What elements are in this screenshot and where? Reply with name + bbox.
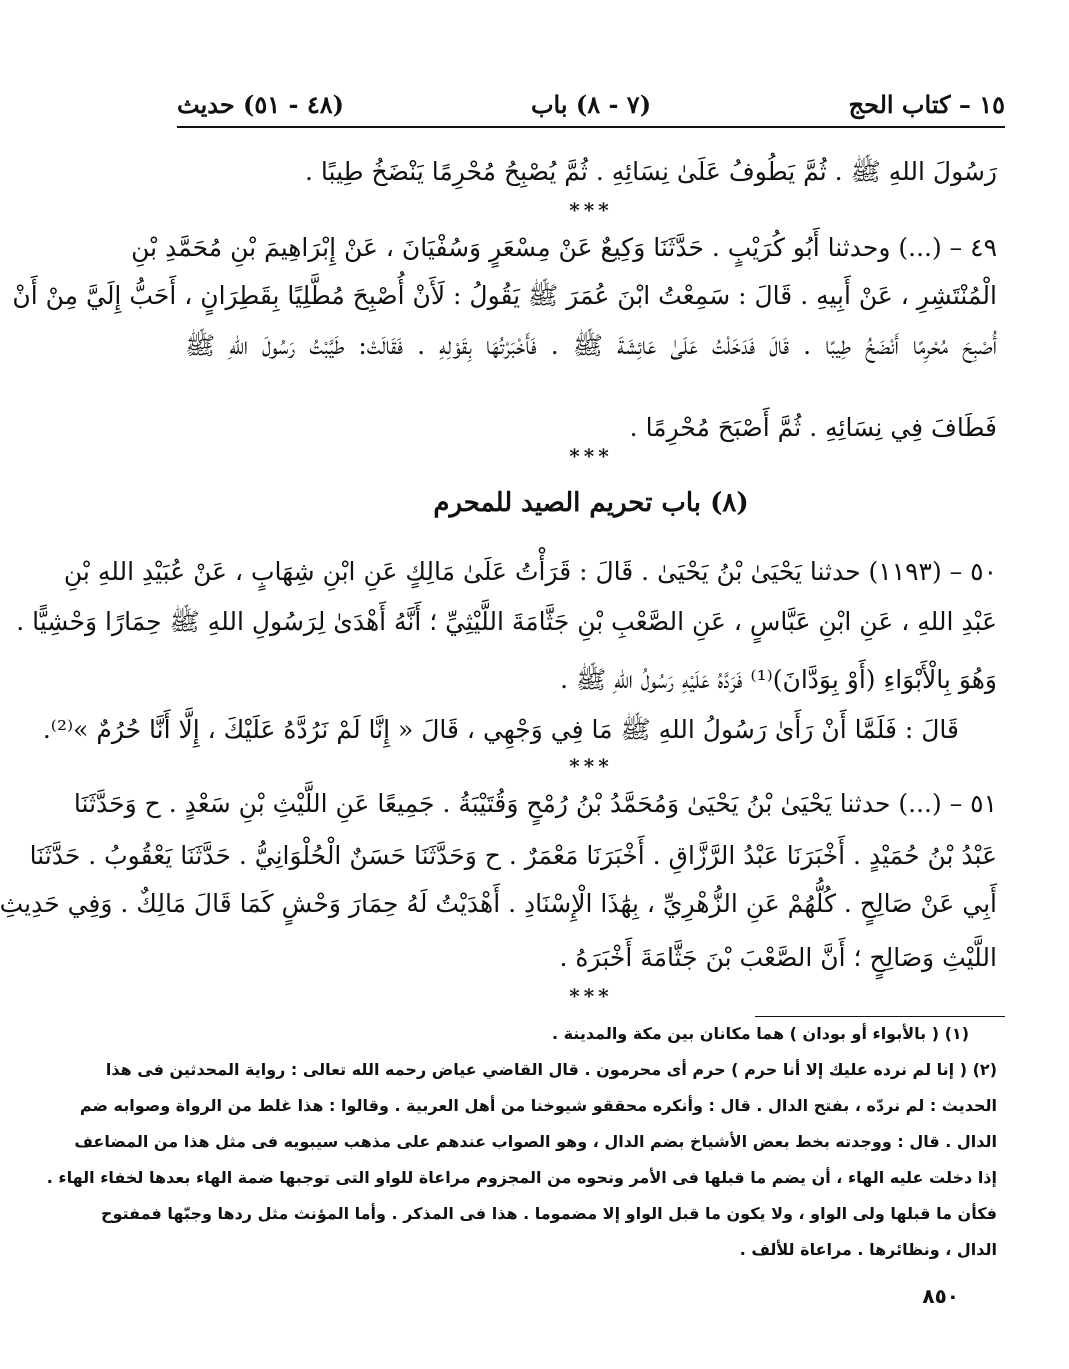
hadith-49-line: ٤٩ – (...) وحدثنا أَبُو كُرَيْبٍ . حَدَّثَنَا وَكِيعٌ عَنْ مِسْعَرٍ وَسُفْيَانَ ، عَنْ إِبْرَاهِيمَ بْنِ مُحَمَّدِ بْنِ	[131, 233, 997, 262]
hadith-50-line: ٥٠ – (١١٩٣) حدثنا يَحْيَىٰ بْنُ يَحْيَىٰ . قَالَ : قَرَأْتُ عَلَىٰ مَالِكٍ عَنِ ابْنِ شِهَابٍ ، عَنْ عُبَيْدِ اللهِ بْنِ	[63, 557, 997, 586]
section-ornament: ***	[569, 444, 613, 468]
hadith-48-tail: رَسُولَ اللهِ ﷺ . ثُمَّ يَطُوفُ عَلَىٰ نِسَائِهِ . ثُمَّ يُصْبِحُ مُحْرِمًا يَنْضَخُ طِيبًا .	[305, 157, 997, 186]
hadith-51-line: أَبِي عَنْ صَالِحٍ . كُلُّهُمْ عَنِ الزُّهْرِيِّ ، بِهَٰذَا الْإِسْنَادِ . أَهْدَيْتُ لَهُ حِمَارَ وَحْشٍ كَمَا قَالَ مَالِكٌ . وَفِي حَدِيثِ	[0, 889, 997, 918]
footnote-2-line: الحديث : لم نردّه ، بفتح الدال . قال : وأنكره محققو شيوخنا من أهل العربية . وقالوا : هذا غلط من الرواة وصوابه ضم	[79, 1096, 997, 1115]
footnote-2-line: فكأن ما قبلها ولى الواو ، ولا يكون ما قبل الواو إلا مضموما . هذا فى المذكر . وأما المؤنث مثل ردها وجبّها فمفتوح	[100, 1204, 997, 1223]
footnote-2-line: إذا دخلت عليه الهاء ، أن يضم ما قبلها فى الأمر ونحوه من المجزوم مراعاة للواو التى توجبها ضمة الهاء بعدها لخفاء الهاء .	[46, 1168, 997, 1187]
page-number: ٨٥٠	[922, 1284, 959, 1308]
header-chapter-range: (٧ - ٨) باب	[530, 90, 652, 119]
header-hadith-range: (٤٨ - ٥١) حديث	[177, 90, 344, 119]
footnote-1: (١) ( بالأبواء أو بودان ) هما مكانان بين مكة والمدينة .	[551, 1024, 969, 1043]
footnote-2-line: الدال ، ونظائرها . مراعاة للألف .	[739, 1240, 997, 1259]
hadith-50-line: وَهُوَ بِالْأَبْوَاءِ (أَوْ بِوَدَّانَ)⁽¹⁾ فَرَدَّهُ عَلَيْهِ رَسُولُ اللهِ ﷺ .	[560, 665, 997, 694]
chapter-title: (٨) باب تحريم الصيد للمحرم	[433, 488, 749, 518]
hadith-50-line: عَبْدِ اللهِ ، عَنِ ابْنِ عَبَّاسٍ ، عَنِ الصَّعْبِ بْنِ جَثَّامَةَ اللَّيْثِيِّ ؛ أَنَّهُ أَهْدَىٰ لِرَسُولِ اللهِ ﷺ حِمَارًا وَحْشِيًّا .	[16, 607, 997, 636]
footnote-2-line: (٢) ( إنا لم نرده عليك إلا أنا حرم ) حرم أى محرمون . قال القاضي عياض رحمه الله تعالى : رواية المحدثين فى هذا	[105, 1060, 997, 1079]
separator-stars: ***	[569, 198, 613, 222]
separator-stars: ***	[569, 984, 613, 1008]
running-header	[177, 86, 1005, 128]
hadith-49-line: أُصْبِحَ مُحْرِمًا أَنْضَخُ طِيبًا . قَالَ فَدَخَلْتُ عَلَىٰ عَائِشَةَ ﷺ . فَأَخْبَرْتُهَا بِقَوْلِهِ . فَقَالَتْ: طَيَّبْتُ رَسُولَ اللهِ ﷺ	[185, 331, 997, 360]
hadith-51-line: ٥١ – (...) حدثنا يَحْيَىٰ بْنُ يَحْيَىٰ وَمُحَمَّدُ بْنُ رُمْحٍ وَقُتَيْبَةُ . جَمِيعًا عَنِ اللَّيْثِ بْنِ سَعْدٍ . ح وَحَدَّثَنَا	[73, 789, 997, 818]
hadith-49-line: الْمُنْتَشِرِ ، عَنْ أَبِيهِ . قَالَ : سَمِعْتُ ابْنَ عُمَرَ ﷺ يَقُولُ : لَأَنْ أُصْبِحَ مُطَّلِيًا بِقَطِرَانٍ ، أَحَبُّ إِلَيَّ مِنْ أَنْ	[12, 281, 997, 310]
separator-stars: ***	[569, 754, 613, 778]
hadith-51-line: اللَّيْثِ وَصَالِحٍ ؛ أَنَّ الصَّعْبَ بْنَ جَثَّامَةَ أَخْبَرَهُ .	[559, 943, 997, 972]
footnote-divider	[755, 1016, 1005, 1017]
header-book-title: ١٥ – كتاب الحج	[848, 90, 1005, 119]
hadith-50-line: قَالَ : فَلَمَّا أَنْ رَأَىٰ رَسُولُ اللهِ ﷺ مَا فِي وَجْهِي ، قَالَ « إِنَّا لَمْ نَرُدَّهُ عَلَيْكَ ، إِلَّا أَنَّا حُرُمٌ »⁽²⁾.	[42, 715, 959, 744]
hadith-49-line: فَطَافَ فِي نِسَائِهِ . ثُمَّ أَصْبَحَ مُحْرِمًا .	[629, 413, 997, 442]
footnote-2-line: الدال . قال : ووجدته بخط بعض الأشياخ بضم الدال ، وهو الصواب عندهم على مذهب سيبويه فى مثل هذا من المضاعف	[74, 1132, 997, 1151]
hadith-51-line: عَبْدُ بْنُ حُمَيْدٍ . أَخْبَرَنَا عَبْدُ الرَّزَّاقِ . أَخْبَرَنَا مَعْمَرٌ . ح وَحَدَّثَنَا حَسَنٌ الْحُلْوَانِيُّ . حَدَّثَنَا يَعْقُوبُ . حَدَّثَنَا	[29, 841, 997, 870]
